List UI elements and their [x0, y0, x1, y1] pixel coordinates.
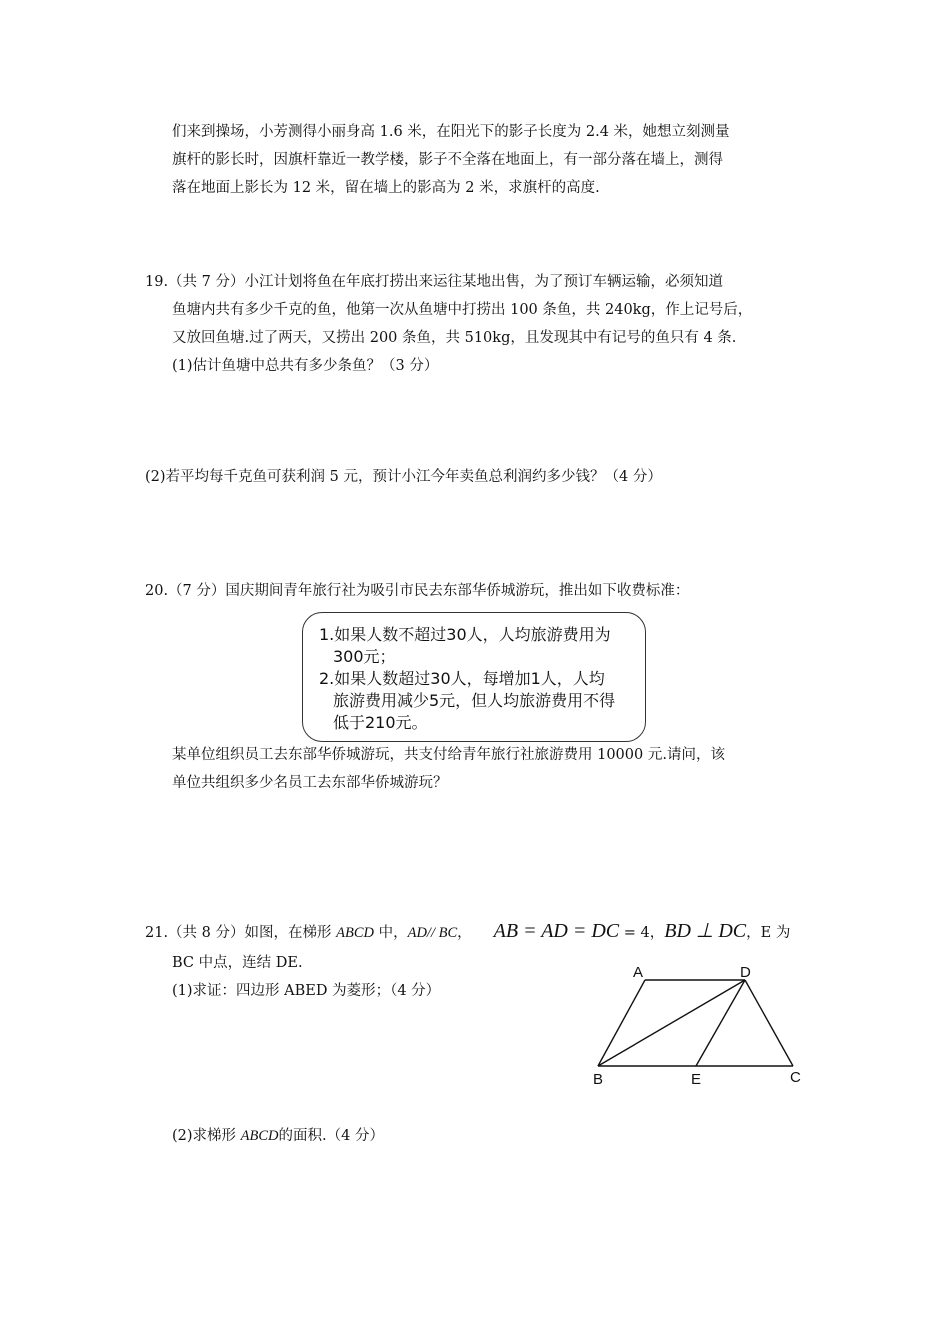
- q19-line-1: 19.（共 7 分）小江计划将鱼在年底打捞出来运往某地出售，为了预订车辆运输，必须知道: [145, 274, 723, 290]
- q20-body-2: 单位共组织多少名员工去东部华侨城游玩？: [172, 775, 448, 791]
- q21-line-2: BC 中点，连结 DE.: [172, 955, 303, 971]
- intro-line-2: 旗杆的影长时，因旗杆靠近一教学楼，影子不全落在地面上，有一部分落在墙上，测得: [172, 152, 723, 168]
- rule-2-line-3: 低于210元。: [333, 713, 428, 732]
- rule-2-line-1: 2.如果人数超过30人，每增加1人，人均: [319, 669, 605, 688]
- q21-equal-sides: AB = AD = DC: [493, 920, 620, 942]
- q19-part-2: (2)若平均每千克鱼可获利润 5 元，预计小江今年卖鱼总利润约多少钱？（4 分）: [145, 469, 662, 485]
- diagonal-bd: [598, 980, 745, 1066]
- rule-1-line-2: 300元；: [333, 647, 396, 666]
- rule-2-line-2: 旅游费用减少5元，但人均旅游费用不得: [333, 691, 616, 710]
- q21-part2-trapezoid: ABCD: [240, 1128, 279, 1144]
- q19-part-1: (1)估计鱼塘中总共有多少条鱼？（3 分）: [172, 358, 439, 374]
- label-b: B: [593, 1071, 604, 1088]
- q21-trapezoid-name: ABCD: [336, 925, 374, 941]
- label-a: A: [633, 964, 644, 981]
- intro-line-3: 落在地面上影长为 12 米，留在墙上的影高为 2 米，求旗杆的高度.: [172, 180, 600, 196]
- trapezoid-figure: [585, 960, 825, 1090]
- q19-line-2: 鱼塘内共有多少千克的鱼，他第一次从鱼塘中打捞出 100 条鱼，共 240kg，作上记号后，: [172, 302, 753, 318]
- label-e: E: [691, 1071, 702, 1088]
- q21-perpendicular: BD ⊥ DC: [664, 920, 747, 942]
- rule-1-line-1: 1.如果人数不超过30人，人均旅游费用为: [319, 625, 611, 644]
- segment-de: [696, 980, 745, 1066]
- edge-ab: [598, 980, 645, 1066]
- label-c: C: [790, 1069, 801, 1086]
- q21-mid: 中，: [373, 925, 408, 941]
- label-d: D: [740, 964, 751, 981]
- q21-tail: ，E 为: [746, 925, 791, 941]
- q20-body-1: 某单位组织员工去东部华侨城游玩，共支付给青年旅行社旅游费用 10000 元.请问，该: [172, 747, 725, 763]
- edge-dc: [745, 980, 793, 1066]
- fee-rules-box: [302, 612, 646, 742]
- q21-line-1: [145, 921, 790, 943]
- q21-prefix: 21.（共 8 分）如图，在梯形: [145, 925, 337, 941]
- q21-equal-value: = 4，: [619, 925, 665, 941]
- intro-line-1: 们来到操场，小芳测得小丽身高 1.6 米，在阳光下的影子长度为 2.4 米，她想立刻测量: [172, 124, 730, 140]
- q21-part2-pre: (2)求梯形: [172, 1128, 241, 1144]
- q19-line-3: 又放回鱼塘.过了两天，又捞出 200 条鱼，共 510kg，且发现其中有记号的鱼只有 4 条.: [172, 330, 737, 346]
- q20-line-1: 20.（7 分）国庆期间青年旅行社为吸引市民去东部华侨城游玩，推出如下收费标准：: [145, 583, 690, 599]
- q21-part-2: [172, 1126, 384, 1146]
- q21-part2-post: 的面积.（4 分）: [278, 1128, 384, 1144]
- q21-parallel: AD// BC: [407, 925, 458, 941]
- q21-comma: ，: [457, 925, 472, 941]
- q21-part-1: (1)求证：四边形 ABED 为菱形；（4 分）: [172, 983, 441, 999]
